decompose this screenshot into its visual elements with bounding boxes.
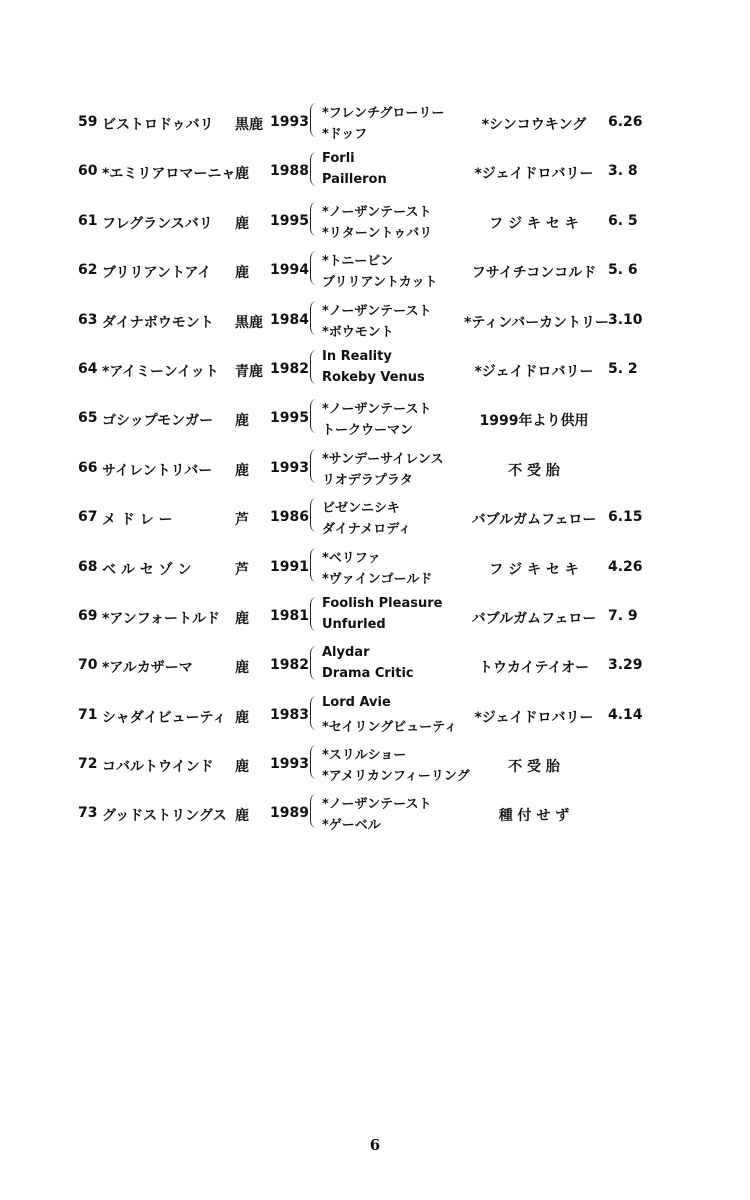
table-row	[78, 98, 658, 147]
pedigree-brace	[310, 548, 319, 582]
mating-date: 5. 2	[608, 360, 638, 377]
horse-name: ベ ル セ ゾ ン	[102, 561, 192, 578]
mating-date: 5. 6	[608, 262, 638, 279]
horse-name: *アンフォートルド	[102, 610, 221, 627]
dam-name: *セイリングビューティ	[322, 719, 458, 735]
mated-stallion: フサイチコンコルド	[471, 265, 597, 282]
row-number: 68	[78, 558, 98, 575]
pedigree-brace	[310, 350, 319, 384]
birth-year: 1981	[270, 607, 309, 624]
coat-color: 鹿	[235, 166, 249, 183]
dam-name: *ドッフ	[322, 127, 368, 142]
dam-name: Rokeby Venus	[322, 369, 425, 385]
pedigree-brace	[310, 696, 319, 730]
mated-stallion: 不 受 胎	[508, 462, 560, 479]
pedigree-brace	[310, 202, 319, 236]
page-number: 6	[369, 1136, 381, 1154]
birth-year: 1991	[270, 558, 309, 575]
coat-color: 黒鹿	[235, 314, 263, 331]
sire-name: *ノーザンテースト	[322, 402, 432, 418]
dam-name: Drama Critic	[322, 666, 414, 682]
mating-date: 6. 5	[608, 212, 638, 229]
mated-stallion: *シンコウキング	[481, 117, 587, 133]
dam-name: ダイナメロディ	[322, 522, 412, 538]
mating-date: 6.15	[608, 509, 643, 526]
coat-color: 鹿	[235, 808, 249, 825]
dam-name: *リターントゥバリ	[322, 225, 433, 241]
birth-year: 1986	[270, 509, 309, 526]
dam-name: *ボウモント	[322, 324, 394, 340]
mated-stallion: 不 受 胎	[508, 759, 560, 776]
row-number: 71	[78, 706, 98, 723]
birth-year: 1995	[270, 212, 309, 229]
sire-name: *ノーザンテースト	[322, 797, 432, 813]
dam-name: *ヴァインゴールド	[322, 571, 433, 587]
coat-color: 鹿	[235, 709, 249, 726]
mated-stallion: フ ジ キ セ キ	[489, 561, 579, 578]
sire-name: *ベリファ	[322, 550, 381, 566]
table-row	[78, 147, 658, 196]
birth-year: 1982	[270, 657, 309, 674]
table-row	[78, 296, 658, 345]
mated-stallion: *ジェイドロバリー	[474, 709, 594, 726]
horse-name: *エミリアロマーニャ	[102, 166, 236, 183]
coat-color: 鹿	[235, 759, 249, 776]
table-row	[78, 197, 658, 246]
row-number: 72	[78, 756, 98, 773]
row-number: 65	[78, 410, 98, 427]
mated-stallion: バブルガムフェロー	[471, 610, 597, 627]
broodmare-table	[78, 98, 658, 839]
horse-name: サイレントリバー	[102, 462, 213, 479]
birth-year: 1983	[270, 706, 309, 723]
pedigree-brace	[310, 597, 319, 631]
sire-name: ビゼンニシキ	[322, 501, 401, 517]
dam-name: *ゲーベル	[322, 818, 381, 834]
pedigree-brace	[310, 745, 319, 779]
coat-color: 鹿	[235, 462, 249, 479]
table-row	[78, 493, 658, 542]
sire-name: *ノーザンテースト	[322, 303, 432, 319]
pedigree-brace	[310, 301, 319, 335]
coat-color: 青鹿	[235, 363, 263, 380]
birth-year: 1995	[270, 410, 309, 427]
table-row	[78, 789, 658, 838]
coat-color: 鹿	[235, 660, 249, 677]
horse-name: コバルトウインド	[102, 759, 214, 776]
dam-name: Unfurled	[322, 616, 386, 632]
row-number: 64	[78, 360, 98, 377]
row-number: 70	[78, 657, 98, 674]
birth-year: 1989	[270, 805, 309, 822]
row-number: 66	[78, 459, 98, 476]
coat-color: 鹿	[235, 413, 249, 430]
horse-name: ブリリアントアイ	[102, 265, 212, 282]
pedigree-brace	[310, 103, 319, 137]
birth-year: 1993	[270, 756, 309, 773]
sire-name: In Reality	[322, 348, 392, 364]
mated-stallion: *ジェイドロバリー	[474, 363, 594, 380]
birth-year: 1993	[270, 459, 309, 476]
table-row	[78, 444, 658, 493]
horse-name: ビストロドゥバリ	[102, 117, 214, 133]
birth-year: 1982	[270, 360, 309, 377]
mated-stallion: 種 付 せ ず	[498, 808, 570, 825]
coat-color: 鹿	[235, 265, 249, 282]
sire-name: *ノーザンテースト	[322, 204, 432, 220]
coat-color: 芦	[235, 512, 249, 529]
coat-color: 鹿	[235, 610, 249, 627]
horse-name: フレグランスバリ	[102, 215, 213, 232]
table-row	[78, 691, 658, 740]
row-number: 69	[78, 607, 98, 624]
pedigree-brace	[310, 152, 319, 186]
sire-name: *トニービン	[322, 254, 394, 270]
mated-stallion: フ ジ キ セ キ	[489, 215, 579, 232]
mated-stallion: *ジェイドロバリー	[474, 166, 594, 183]
table-row	[78, 592, 658, 641]
sire-name: Lord Avie	[322, 694, 391, 710]
horse-name: *アルカザーマ	[102, 660, 193, 677]
row-number: 60	[78, 163, 98, 180]
table-row	[78, 641, 658, 690]
pedigree-brace	[310, 794, 319, 828]
sire-name: Forli	[322, 151, 355, 167]
horse-name: メ ド レ ー	[102, 512, 173, 529]
dam-name: ブリリアントカット	[322, 275, 438, 291]
dam-name: トークウーマン	[322, 423, 414, 439]
birth-year: 1993	[270, 114, 309, 130]
row-number: 73	[78, 805, 98, 822]
mating-date: 6.26	[608, 114, 643, 130]
birth-year: 1994	[270, 262, 309, 279]
coat-color: 黒鹿	[235, 117, 263, 133]
row-number: 62	[78, 262, 98, 279]
pedigree-brace	[310, 251, 319, 285]
mating-date: 4.14	[608, 706, 643, 723]
row-number: 59	[78, 114, 98, 130]
table-row	[78, 246, 658, 295]
coat-color: 芦	[235, 561, 249, 578]
row-number: 67	[78, 509, 98, 526]
mating-date: 4.26	[608, 558, 643, 575]
horse-name: シャダイビューティ	[102, 709, 227, 726]
sire-name: *フレンチグローリー	[322, 106, 445, 121]
mated-stallion: バブルガムフェロー	[471, 512, 597, 529]
pedigree-brace	[310, 498, 319, 532]
horse-name: ゴシップモンガー	[102, 413, 214, 430]
horse-name: グッドストリングス	[102, 808, 227, 825]
horse-name: *アイミーンイット	[102, 363, 219, 380]
table-row	[78, 543, 658, 592]
mating-date: 7. 9	[608, 607, 638, 624]
mated-stallion: *ティンバーカントリー	[464, 314, 609, 331]
mating-date: 3.10	[608, 311, 643, 328]
mating-date: 3. 8	[608, 163, 638, 180]
birth-year: 1984	[270, 311, 309, 328]
pedigree-brace	[310, 399, 319, 433]
table-row	[78, 394, 658, 443]
coat-color: 鹿	[235, 215, 249, 232]
pedigree-brace	[310, 646, 319, 680]
table-row	[78, 345, 658, 394]
table-row	[78, 740, 658, 789]
mated-stallion: 1999年より供用	[479, 413, 589, 430]
row-number: 63	[78, 311, 98, 328]
sire-name: Foolish Pleasure	[322, 595, 443, 611]
row-number: 61	[78, 212, 98, 229]
dam-name: リオデラプラタ	[322, 472, 413, 488]
sire-name: *スリルショー	[322, 748, 407, 764]
dam-name: *アメリカンフィーリング	[322, 769, 470, 785]
horse-name: ダイナボウモント	[102, 314, 214, 331]
birth-year: 1988	[270, 163, 309, 180]
dam-name: Pailleron	[322, 172, 387, 188]
sire-name: Alydar	[322, 645, 370, 661]
sire-name: *サンデーサイレンス	[322, 451, 444, 467]
mating-date: 3.29	[608, 657, 643, 674]
pedigree-brace	[310, 449, 319, 483]
mated-stallion: トウカイテイオー	[478, 660, 590, 677]
